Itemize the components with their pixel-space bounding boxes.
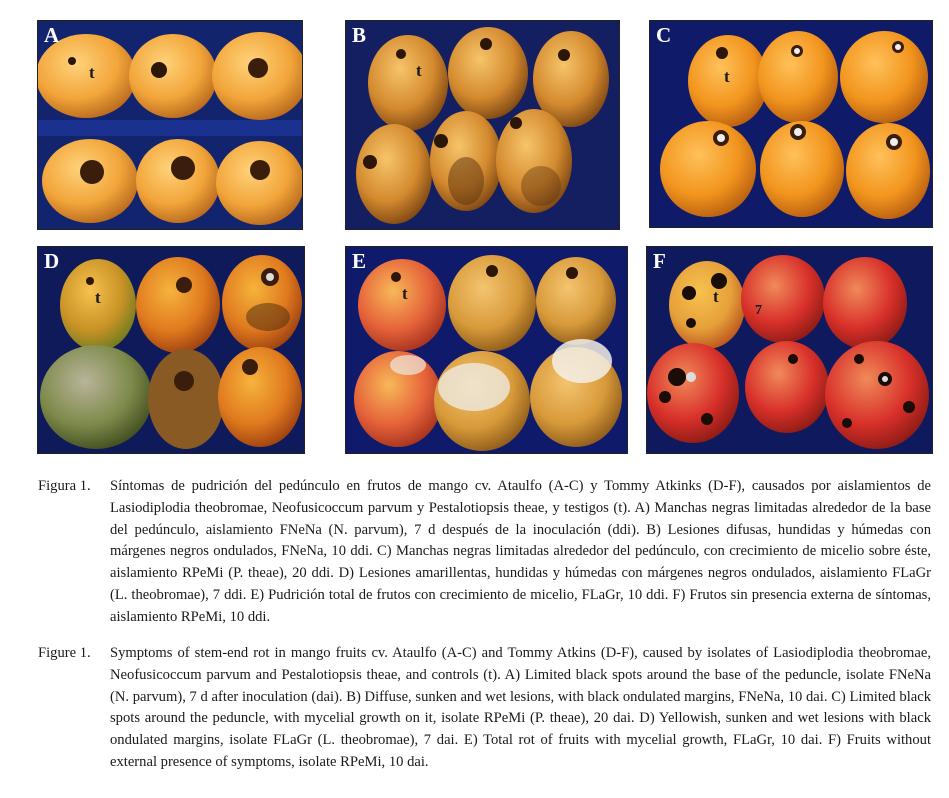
figure-caption-spanish	[38, 476, 931, 629]
mark-7-f: 7	[755, 303, 762, 318]
photo-panel-a	[37, 20, 303, 230]
panel-label-a: A	[44, 23, 60, 47]
panel-label-c: C	[656, 23, 672, 47]
panel-label-f: F	[653, 249, 666, 273]
photo-panel-f	[646, 246, 933, 454]
photo-panel-d	[37, 246, 305, 454]
control-label-a: t	[89, 63, 95, 82]
figure-caption-english	[38, 643, 931, 774]
panel-label-d: D	[44, 249, 60, 273]
caption-label-spanish: Figura 1.	[38, 478, 91, 494]
control-label-c: t	[724, 67, 730, 86]
caption-label-english: Figure 1.	[38, 645, 91, 661]
photo-b-mangoes	[346, 21, 619, 229]
photo-panel-b	[345, 20, 620, 230]
panel-label-b: B	[352, 23, 367, 47]
photo-panel-e	[345, 246, 628, 454]
photo-e-mangoes	[346, 247, 627, 453]
control-label-e: t	[402, 284, 408, 303]
photo-panel-c	[649, 20, 933, 228]
photo-f-mangoes	[647, 247, 932, 453]
panel-label-e: E	[352, 249, 367, 273]
control-label-d: t	[95, 288, 101, 307]
control-label-b: t	[416, 61, 422, 80]
photo-d-mangoes	[38, 247, 304, 453]
control-label-f: t	[713, 287, 719, 306]
caption-text-spanish: Síntomas de pudrición del pedúnculo en frutos de mango cv. Ataulfo (A-C) y Tommy Atkinks (D-F), causados por aislamientos de Lasiodiplodia theobromae, Neofusicoccum parvum y Pestalotiopsis theae, y testigos (t). A) Manchas negras limitadas alrededor de la base del pedúnculo, aislamiento FNeNa (N. parvum), 7 d después de la inoculación (ddi). B) Lesiones difusas, hundidas y húmedas con márgenes negros ondulados, FNeNa, 10 ddi. C) Manchas negras limitadas alrededor del pedúnculo, con crecimiento de micelio sobre éste, aislamiento RPeMi (P. theae), 20 ddi. D) Lesiones amarillentas, hundidas y húmedas con márgenes negros ondulados, aislamiento FLaGr (L. theobromae), 7 ddi. E) Pudrición total de frutos con crecimiento de micelio, FLaGr, 10 ddi. F) Frutos sin presencia externa de síntomas, aislamiento RPeMi, 10 ddi.	[110, 478, 931, 625]
photo-a-mangoes	[38, 21, 302, 229]
caption-text-english: Symptoms of stem-end rot in mango fruits cv. Ataulfo (A-C) and Tommy Atkins (D-F), caused by isolates of Lasiodiplodia theobromae, Neofusicoccum parvum and Pestalotiopsis theae, and controls (t). A) Limited black spots around the base of the peduncle, isolate FNeNa (N. parvum), 7 d after inoculation (dai). B) Diffuse, sunken and wet lesions, with black ondulated margins, FNeNa, 10 dai. C) Limited black spots around the peduncle, with mycelial growth on it, isolate RPeMi (P. theae), 20 dai. D) Yellowish, sunken and wet lesions with black ondulated margins, isolate FLaGr (L. theobromae), 7 dai. E) Total rot of fruits with mycelial growth, FLaGr, 10 dai. F) Fruits without external presence of symptoms, isolate RPeMi, 10 dai.	[110, 645, 931, 770]
photo-c-mangoes	[650, 21, 932, 227]
